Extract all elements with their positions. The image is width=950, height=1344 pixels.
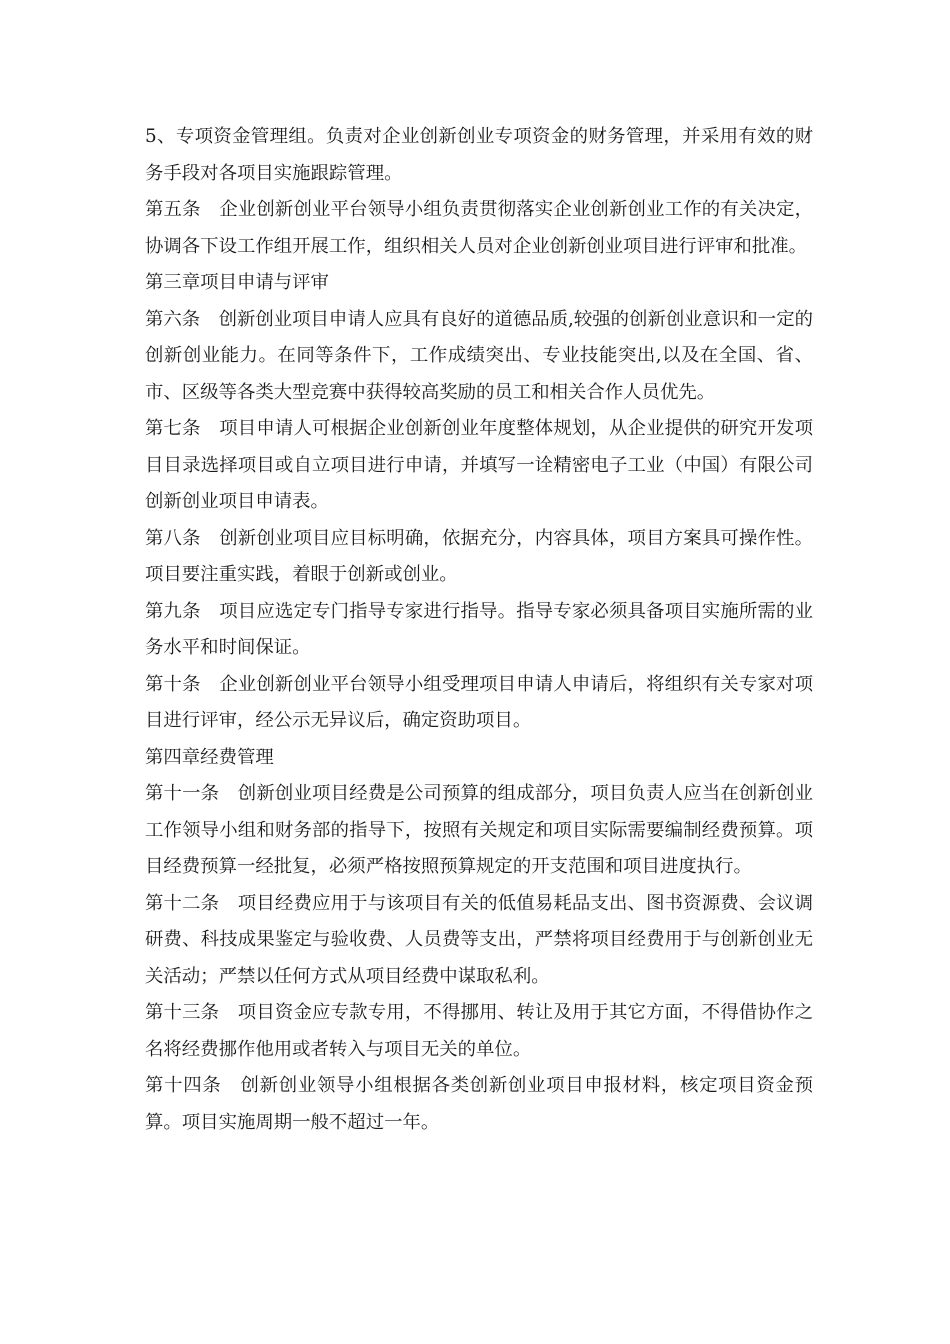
article-9: 第九条 项目应选定专门指导专家进行指导。指导专家必须具备项目实施所需的业务水平和时间保证。 (145, 600, 813, 658)
article-7: 第七条 项目申请人可根据企业创新创业年度整体规划，从企业提供的研究开发项目目录选择项目或自立项目进行申请，并填写一诠精密电子工业（中国）有限公司创新创业项目申请表。 (145, 418, 813, 512)
article-11: 第十一条 创新创业项目经费是公司预算的组成部分，项目负责人应当在创新创业工作领导小组和财务部的指导下，按照有关规定和项目实际需要编制经费预算。项目经费预算一经批复，必须严格按照预算规定的开支范围和项目进度执行。 (145, 783, 813, 877)
article-8: 第八条 创新创业项目应目标明确，依据充分，内容具体，项目方案具可操作性。项目要注重实践，着眼于创新或创业。 (145, 527, 813, 585)
paragraph-item-5: 5、专项资金管理组。负责对企业创新创业专项资金的财务管理，并采用有效的财务手段对各项目实施跟踪管理。 (145, 126, 813, 184)
article-5: 第五条 企业创新创业平台领导小组负责贯彻落实企业创新创业工作的有关决定，协调各下设工作组开展工作，组织相关人员对企业创新创业项目进行评审和批准。 (145, 199, 813, 257)
article-13: 第十三条 项目资金应专款专用，不得挪用、转让及用于其它方面，不得借协作之名将经费挪作他用或者转入与项目无关的单位。 (145, 1002, 813, 1060)
article-10: 第十条 企业创新创业平台领导小组受理项目申请人申请后，将组织有关专家对项目进行评审，经公示无异议后，确定资助项目。 (145, 673, 813, 731)
article-12: 第十二条 项目经费应用于与该项目有关的低值易耗品支出、图书资源费、会议调研费、科技成果鉴定与验收费、人员费等支出，严禁将项目经费用于与创新创业无关活动；严禁以任何方式从项目经费中谋取私利。 (145, 892, 813, 987)
chapter-3-heading: 第三章项目申请与评审 (145, 272, 329, 293)
article-14: 第十四条 创新创业领导小组根据各类创新创业项目申报材料，核定项目资金预算。项目实施周期一般不超过一年。 (145, 1075, 813, 1133)
chapter-4-heading: 第四章经费管理 (145, 746, 274, 768)
article-6: 第六条 创新创业项目申请人应具有良好的道德品质,较强的创新创业意识和一定的创新创业能力。在同等条件下，工作成绩突出、专业技能突出,以及在全国、省、市、区级等各类大型竞赛中获得较高奖励的员工和相关合作人员优先。 (145, 308, 813, 403)
document-page (145, 119, 813, 1141)
